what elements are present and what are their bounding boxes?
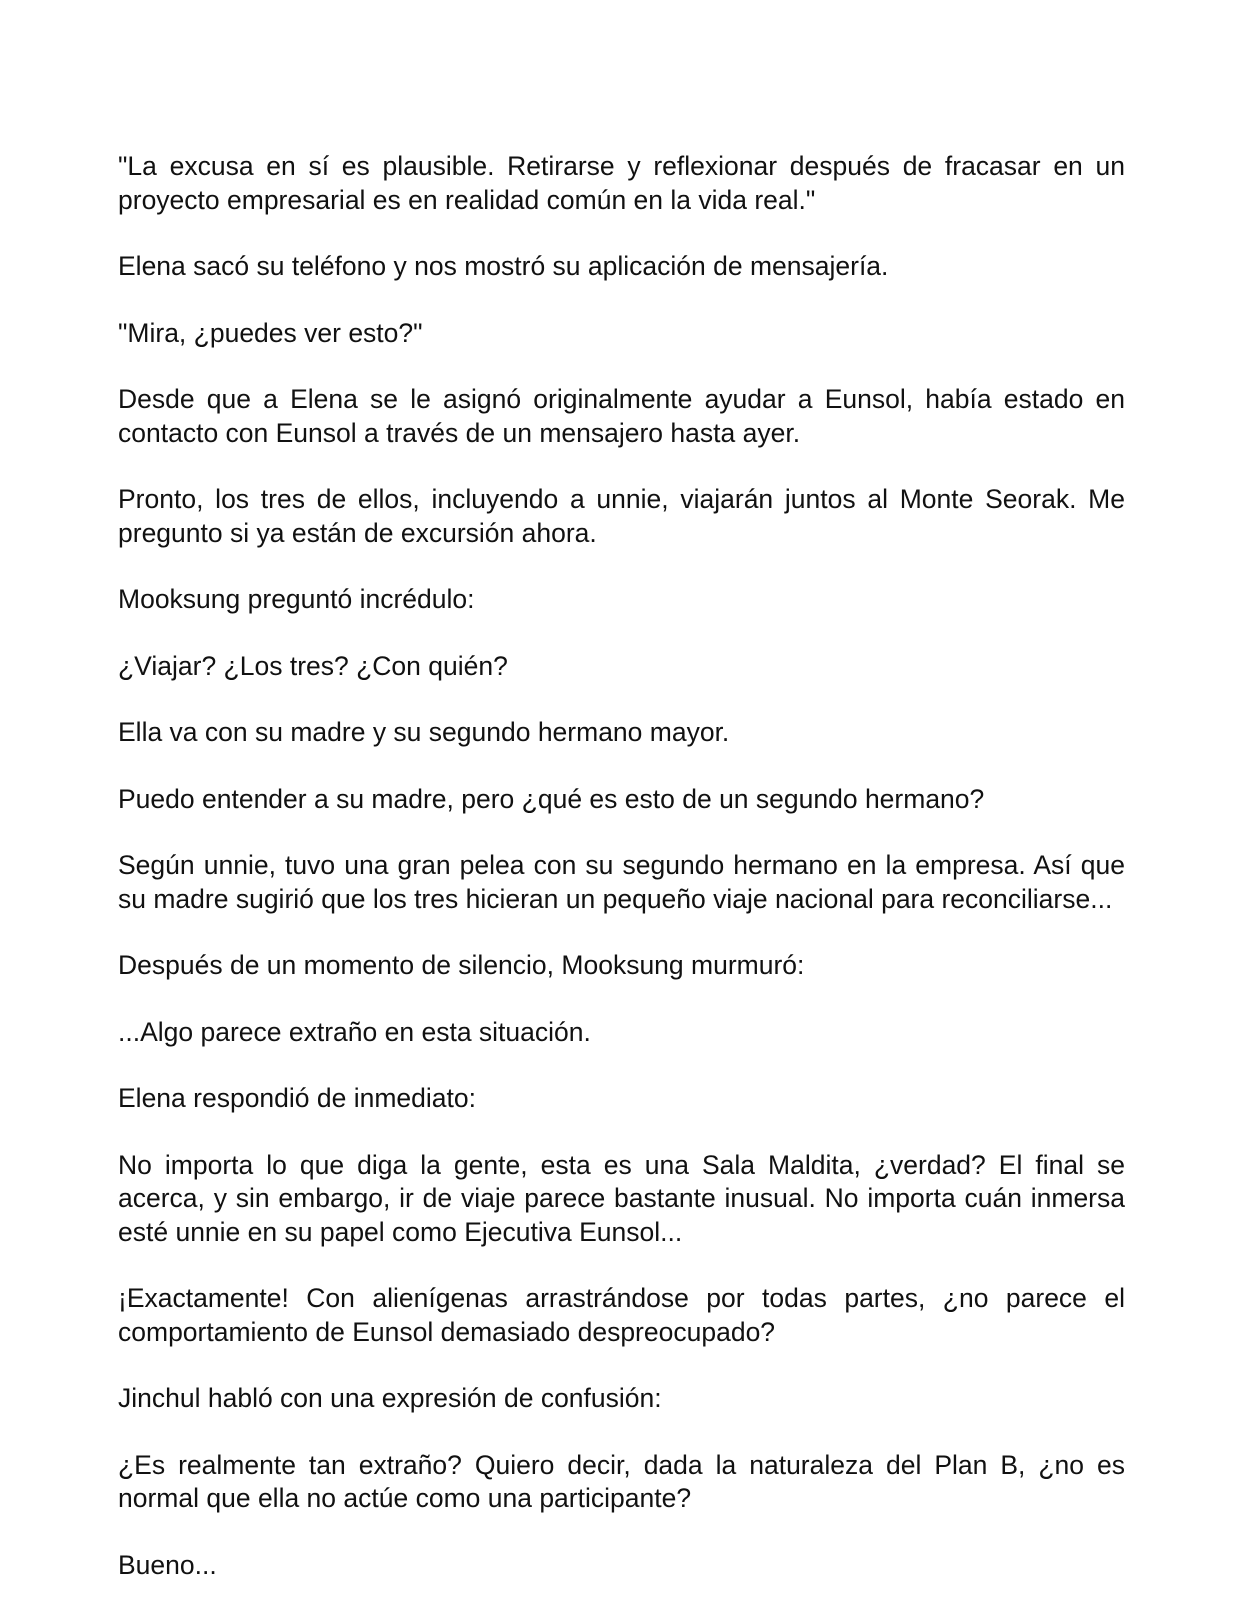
paragraph: "Mira, ¿puedes ver esto?" (118, 317, 423, 348)
paragraph: ¡Exactamente! Con alienígenas arrastrándose por todas partes, ¿no parece el comportamiento de Eunsol demasiado despreocupado? (118, 1283, 1125, 1347)
paragraph: "La excusa en sí es plausible. Retirarse y reflexionar después de fracasar en un proyecto empresarial es en realidad común en la vida real." (118, 151, 1125, 215)
document-page (118, 150, 1125, 1582)
paragraph: Elena sacó su teléfono y nos mostró su aplicación de mensajería. (118, 251, 889, 281)
paragraph: Elena respondió de inmediato: (118, 1083, 476, 1113)
paragraph: Según unnie, tuvo una gran pelea con su segundo hermano en la empresa. Así que su madre sugirió que los tres hicieran un pequeño viaje nacional para reconciliarse... (118, 850, 1125, 914)
paragraph: Después de un momento de silencio, Mooksung murmuró: (118, 950, 805, 980)
paragraph: Bueno... (118, 1549, 217, 1580)
paragraph: Ella va con su madre y su segundo hermano mayor. (118, 717, 730, 747)
paragraph: Pronto, los tres de ellos, incluyendo a unnie, viajarán juntos al Monte Seorak. Me pregunto si ya están de excursión ahora. (118, 484, 1125, 548)
paragraph: ¿Viajar? ¿Los tres? ¿Con quién? (118, 650, 508, 681)
paragraph: Puedo entender a su madre, pero ¿qué es esto de un segundo hermano? (118, 783, 985, 814)
paragraph: ¿Es realmente tan extraño? Quiero decir, dada la naturaleza del Plan B, ¿no es normal que ella no actúe como una participante? (118, 1449, 1125, 1513)
paragraph: ...Algo parece extraño en esta situación. (118, 1016, 591, 1047)
paragraph: Desde que a Elena se le asignó originalmente ayudar a Eunsol, había estado en contacto con Eunsol a través de un mensajero hasta ayer. (118, 384, 1125, 448)
paragraph: Jinchul habló con una expresión de confusión: (118, 1383, 662, 1413)
paragraph: Mooksung preguntó incrédulo: (118, 584, 475, 614)
paragraph: No importa lo que diga la gente, esta es una Sala Maldita, ¿verdad? El final se acerca, y sin embargo, ir de viaje parece bastante inusual. No importa cuán inmersa esté unnie en su papel como Ejecutiva Eunsol... (118, 1149, 1125, 1247)
